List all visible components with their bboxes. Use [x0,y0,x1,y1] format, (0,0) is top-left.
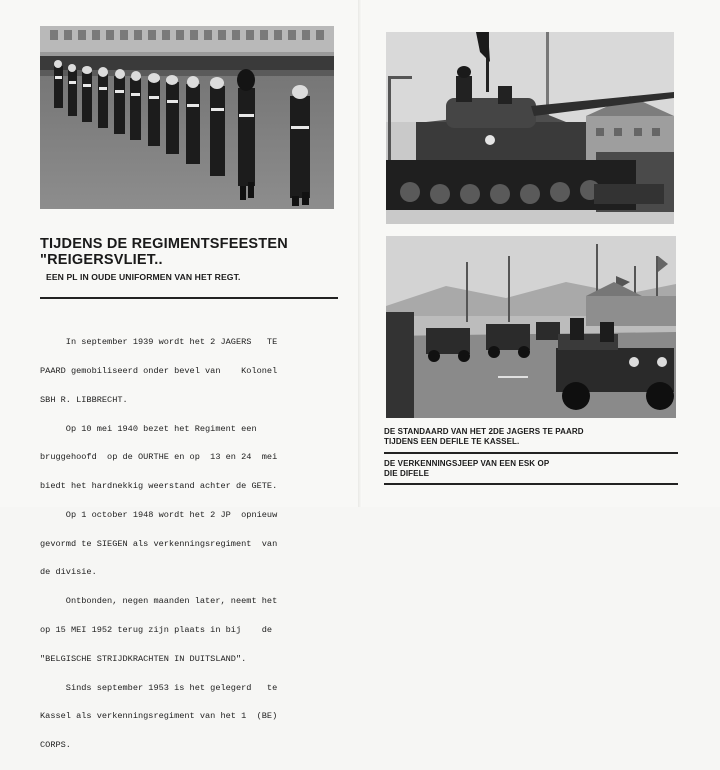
paragraph-line: Sinds september 1953 is het gelegerd te [40,682,278,693]
jeep-caption-line2: DIE DIFELE [384,469,430,478]
tank-photo [386,32,674,224]
jeep-caption [384,459,684,479]
tank-caption-line2: TIJDENS EEN DEFILE TE KASSEL. [384,437,520,446]
paragraph-line: bruggehoofd op de OURTHE en op 13 en 24 mei [40,452,278,463]
paragraph-line: SBH R. LIBBRECHT. [40,394,128,405]
jeep-photo-image [386,236,676,418]
paragraph-line: biedt het hardnekkig weerstand achter de GETE. [40,481,278,492]
paragraph-line: CORPS. [40,740,71,751]
title-divider [40,297,338,299]
left-page [0,0,362,751]
caption-divider [384,452,678,454]
paragraph-line: de divisie. [40,567,97,578]
photo-subtitle: EEN PL IN OUDE UNIFORMEN VAN HET REGT. [46,272,241,282]
paragraph-line: In september 1939 wordt het 2 JAGERS TE [40,337,278,348]
bottom-divider [384,483,678,485]
right-page [362,0,720,507]
tank-photo-image [386,32,674,224]
paragraph-line: PAARD gemobiliseerd onder bevel van Kolonel [40,365,278,376]
parade-photo-image [40,26,334,209]
paragraph-line: "BELGISCHE STRIJDKRACHTEN IN DUITSLAND". [40,653,247,664]
jeep-photo [386,236,676,418]
jeep-caption-line1: DE VERKENNINGSJEEP VAN EEN ESK OP [384,459,550,468]
paragraph-line: op 15 MEI 1952 terug zijn plaats in bij de [40,625,273,635]
page-title-line2: "REIGERSVLIET.. [40,252,163,268]
paragraph-line: Op 10 mei 1940 bezet het Regiment een [40,423,257,434]
page-title-line1: TIJDENS DE REGIMENTSFEESTEN [40,236,288,252]
history-paragraph [40,319,320,770]
tank-caption [384,427,684,447]
parade-photo [40,26,334,209]
paragraph-line: Ontbonden, negen maanden later, neemt het [40,596,278,607]
paragraph-line: gevormd te SIEGEN als verkenningsregiment van [40,538,278,549]
paragraph-line: Op 1 october 1948 wordt het 2 JP opnieuw [40,509,278,520]
tank-caption-line1: DE STANDAARD VAN HET 2DE JAGERS TE PAARD [384,427,584,436]
paragraph-line: Kassel als verkenningsregiment van het 1 (BE) [40,711,278,722]
